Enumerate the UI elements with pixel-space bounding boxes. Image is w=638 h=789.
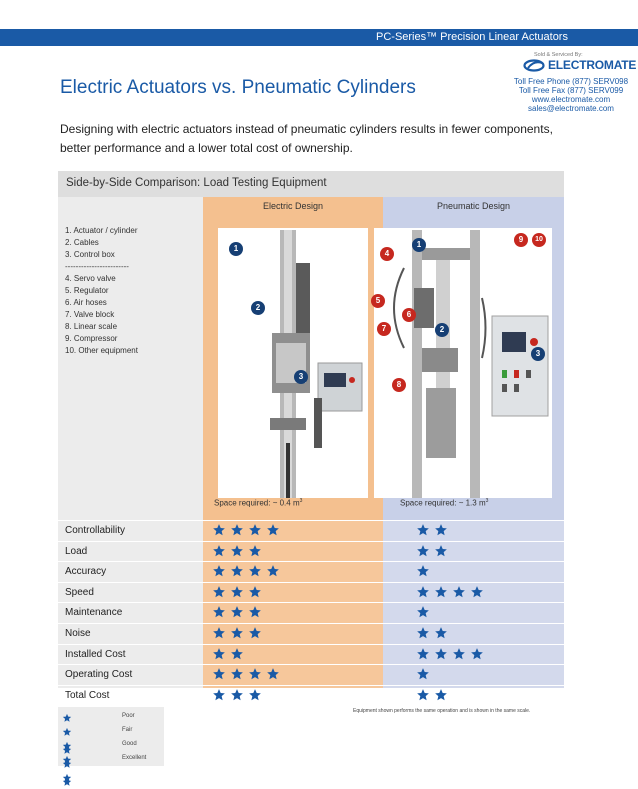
component-item: 8. Linear scale <box>65 322 118 331</box>
electric-rating-stars <box>212 564 284 583</box>
header-bar-blue <box>0 29 372 46</box>
pneumatic-rig-illustration <box>374 228 552 498</box>
star-icon <box>266 564 280 578</box>
pneumatic-rating-stars <box>416 667 434 686</box>
electric-badge-2: 2 <box>251 301 265 315</box>
star-icon <box>248 626 262 640</box>
star-icon <box>416 605 430 619</box>
star-icon <box>434 688 448 702</box>
star-icon <box>434 523 448 537</box>
rating-row <box>58 582 564 603</box>
electric-rig-illustration <box>218 228 368 498</box>
star-icon <box>230 647 244 661</box>
star-icon <box>212 688 226 702</box>
star-icon <box>230 626 244 640</box>
pneumatic-design-heading: Pneumatic Design <box>436 201 511 211</box>
star-icon <box>248 667 262 681</box>
star-icon <box>248 688 262 702</box>
rating-label: Accuracy <box>65 566 107 578</box>
rating-label: Load <box>65 545 88 557</box>
star-icon <box>248 564 262 578</box>
star-icon <box>230 523 244 537</box>
component-item: 6. Air hoses <box>65 298 107 307</box>
contact-email[interactable]: sales@electromate.com <box>528 104 614 113</box>
scale-note: Equipment shown performs the same operation and is shown in the same scale. <box>353 708 531 714</box>
pneumatic-badge-6: 6 <box>402 308 416 322</box>
rating-label: Total Cost <box>65 689 110 701</box>
key-label: Excellent <box>122 755 147 761</box>
star-icon <box>434 626 448 640</box>
electric-design-heading: Electric Design <box>262 201 324 211</box>
electric-badge-3: 3 <box>294 370 308 384</box>
electric-space-required: Space required: ~ 0.4 $m^3$ <box>214 498 303 508</box>
electric-rating-stars <box>212 523 284 542</box>
rating-row <box>58 561 564 582</box>
electric-badge-1: 1 <box>229 242 243 256</box>
component-item: 1. Actuator / cylinder <box>65 226 138 235</box>
comparison-table <box>58 171 564 704</box>
pneumatic-rating-stars <box>416 523 452 542</box>
intro-text: Designing with electric actuators instead of pneumatic cylinders results in fewer components, better performance and a lower total cost of ownership. <box>60 122 553 155</box>
pneumatic-rating-stars <box>416 688 452 707</box>
star-icon <box>416 688 430 702</box>
brand-logo <box>523 58 636 72</box>
star-icon <box>230 605 244 619</box>
star-icon <box>230 688 244 702</box>
component-item: 9. Compressor <box>65 334 118 343</box>
star-icon <box>266 523 280 537</box>
pneumatic-space-required: Space required: ~ 1.3 $m^3$ <box>400 498 489 508</box>
pneumatic-badge-9: 9 <box>514 233 528 247</box>
rating-label: Maintenance <box>65 607 123 619</box>
star-icon <box>62 713 72 723</box>
star-icon <box>212 564 226 578</box>
brand-swoosh-icon <box>523 59 545 72</box>
component-item: 7. Valve block <box>65 310 115 319</box>
rating-row <box>58 541 564 562</box>
pneumatic-badge-4: 4 <box>380 247 394 261</box>
star-icon <box>416 564 430 578</box>
pneumatic-badge-2: 2 <box>435 323 449 337</box>
electric-rating-stars <box>212 667 284 686</box>
star-icon <box>230 667 244 681</box>
rating-row <box>58 623 564 644</box>
star-icon <box>266 667 280 681</box>
star-icon <box>248 585 262 599</box>
star-icon <box>434 647 448 661</box>
series-title: PC-Series™ Precision Linear Actuators <box>376 31 568 43</box>
component-item: ------------------------ <box>65 262 129 271</box>
star-icon <box>416 585 430 599</box>
pneumatic-rating-stars <box>416 626 452 645</box>
pneumatic-badge-10: 10 <box>532 233 546 247</box>
table-title-bar <box>58 171 564 197</box>
electric-rating-stars <box>212 647 248 666</box>
star-icon <box>416 523 430 537</box>
sold-by-label: Sold & Serviced By: <box>534 52 583 58</box>
rating-label: Speed <box>65 586 94 598</box>
star-icon <box>212 523 226 537</box>
star-icon <box>62 773 72 783</box>
rating-row <box>58 664 564 685</box>
contact-web[interactable]: www.electromate.com <box>531 95 611 104</box>
star-icon <box>212 626 226 640</box>
star-icon <box>434 544 448 558</box>
star-icon <box>470 647 484 661</box>
star-icon <box>62 755 72 765</box>
contact-fax: Toll Free Fax (877) SERV099 <box>518 86 624 95</box>
star-icon <box>434 585 448 599</box>
star-icon <box>212 585 226 599</box>
component-item: 3. Control box <box>65 250 115 259</box>
star-icon <box>452 585 466 599</box>
electric-rating-stars <box>212 605 266 624</box>
rating-label: Operating Cost <box>65 669 133 681</box>
component-item: 5. Regulator <box>65 286 109 295</box>
pneumatic-badge-8: 8 <box>392 378 406 392</box>
star-icon <box>212 667 226 681</box>
star-icon <box>452 647 466 661</box>
pneumatic-rating-stars <box>416 647 488 666</box>
key-label: Fair <box>122 727 133 733</box>
star-rating-key <box>58 707 164 766</box>
electric-rating-stars <box>212 544 266 563</box>
component-item: 4. Servo valve <box>65 274 116 283</box>
rating-row <box>58 520 564 541</box>
star-icon <box>62 741 72 751</box>
electric-rating-stars <box>212 688 266 707</box>
page-title: Electric Actuators vs. Pneumatic Cylinders <box>60 77 416 98</box>
star-icon <box>230 564 244 578</box>
pneumatic-badge-3: 3 <box>531 347 545 361</box>
star-icon <box>212 647 226 661</box>
pneumatic-badge-7: 7 <box>377 322 391 336</box>
electric-rating-stars <box>212 626 266 645</box>
star-icon <box>416 626 430 640</box>
electric-rating-stars <box>212 585 266 604</box>
star-icon <box>470 585 484 599</box>
component-item: 2. Cables <box>65 238 99 247</box>
rating-row <box>58 602 564 623</box>
pneumatic-badge-1: 1 <box>412 238 426 252</box>
star-icon <box>230 585 244 599</box>
key-label: Good <box>122 741 137 747</box>
brand-name: ELECTROMATE <box>548 58 637 72</box>
pneumatic-rating-stars <box>416 564 434 583</box>
star-icon <box>212 605 226 619</box>
contact-phone: Toll Free Phone (877) SERV098 <box>513 77 629 86</box>
pneumatic-rating-stars <box>416 544 452 563</box>
contact-block <box>510 77 632 113</box>
component-item: 10. Other equipment <box>65 346 138 355</box>
pneumatic-badge-5: 5 <box>371 294 385 308</box>
star-icon <box>212 544 226 558</box>
pneumatic-rating-stars <box>416 585 488 604</box>
pneumatic-equipment-photo <box>374 228 552 498</box>
pneumatic-rating-stars <box>416 605 434 624</box>
key-label: Poor <box>122 713 135 719</box>
rating-label: Noise <box>65 628 91 639</box>
star-icon <box>416 647 430 661</box>
star-icon <box>248 544 262 558</box>
key-stars <box>62 752 75 789</box>
star-icon <box>416 544 430 558</box>
components-list <box>65 225 138 357</box>
electric-equipment-photo <box>218 228 368 498</box>
rating-row <box>58 644 564 665</box>
star-icon <box>62 727 72 737</box>
star-icon <box>416 667 430 681</box>
rating-row <box>58 685 564 706</box>
star-icon <box>230 544 244 558</box>
star-icon <box>248 523 262 537</box>
rating-label: Controllability <box>65 525 126 536</box>
star-icon <box>248 605 262 619</box>
rating-label: Installed Cost <box>65 648 126 660</box>
table-title: Side-by-Side Comparison: Load Testing Equipment <box>66 177 327 189</box>
